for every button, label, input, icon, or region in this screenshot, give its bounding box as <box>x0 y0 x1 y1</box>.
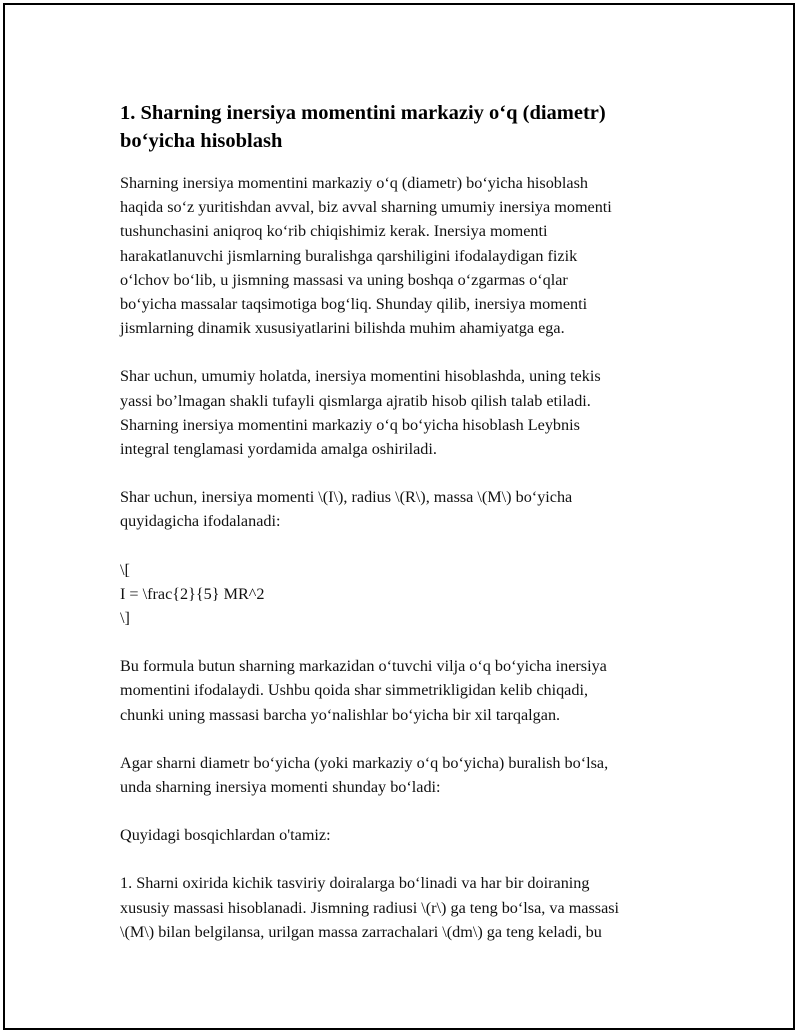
section-heading <box>120 99 690 155</box>
text-line: haqida so‘z yuritishdan avval, biz avval sharning umumiy inersiya momenti <box>120 198 612 217</box>
text-line: \(M\) bilan belgilansa, urilgan massa zarrachalari \(dm\) ga teng keladi, bu <box>120 922 602 941</box>
text-line: tushunchasini aniqroq ko‘rib chiqishimiz kerak. Inersiya momenti <box>120 222 548 241</box>
text-line: chunki uning massasi barcha yo‘nalishlar bo‘yicha bir xil tarqalgan. <box>120 705 561 724</box>
text-line: 1. Sharni oxirida kichik tasviriy doiralarga bo‘linadi va har bir doiraning <box>120 874 590 893</box>
paragraph-method <box>120 364 690 461</box>
text-line: Sharning inersiya momentini markaziy o‘q bo‘yicha hisoblash Leybnis <box>120 415 580 434</box>
text-line: Shar uchun, inersiya momenti \(I\), radius \(R\), massa \(M\) bo‘yicha <box>120 488 573 507</box>
text-line: Shar uchun, umumiy holatda, inersiya momentini hisoblashda, uning tekis <box>120 367 601 386</box>
text-line: yassi bo’lmagan shakli tufayli qismlarga ajratib hisob qilish talab etiladi. <box>120 391 591 410</box>
text-line: bo‘yicha massalar taqsimotiga bog‘liq. Shunday qilib, inersiya momenti <box>120 295 588 314</box>
paragraph-intro <box>120 171 690 340</box>
paragraph-formula-intro <box>120 485 690 533</box>
text-line: quyidagicha ifodalanadi: <box>120 512 281 531</box>
text-line: jismlarning dinamik xususiyatlarini bilishda muhim ahamiyatga ega. <box>120 319 565 338</box>
text-line: Agar sharni diametr bo‘yicha (yoki markaziy o‘q bo‘yicha) buralish bo‘lsa, <box>120 753 609 772</box>
paragraph-steps-intro <box>120 823 690 847</box>
text-line: Bu formula butun sharning markazidan o‘tuvchi vilja o‘q bo‘yicha inersiya <box>120 657 607 676</box>
text-line: o‘lchov bo‘lib, u jismning massasi va uning boshqa o‘zgarmas o‘qlar <box>120 270 568 289</box>
formula-block <box>120 558 690 631</box>
text-line: integral tenglamasi yordamida amalga oshiriladi. <box>120 440 437 459</box>
document-body <box>120 99 690 968</box>
text-line: unda sharning inersiya momenti shunday bo‘ladi: <box>120 778 441 797</box>
paragraph-diameter-case <box>120 751 690 799</box>
document-page <box>3 3 795 1030</box>
heading-line: 1. Sharning inersiya momentini markaziy o‘q (diametr) <box>120 102 606 124</box>
formula-line: \[ <box>120 560 130 579</box>
text-line: momentini ifodalaydi. Ushbu qoida shar simmetrikligidan kelib chiqadi, <box>120 681 589 700</box>
text-line: Sharning inersiya momentini markaziy o‘q (diametr) bo‘yicha hisoblash <box>120 174 588 192</box>
paragraph-step-one <box>120 871 690 944</box>
paragraph-formula-explanation <box>120 654 690 727</box>
text-line: harakatlanuvchi jismlarning buralishga qarshiligini ifodalaydigan fizik <box>120 246 578 265</box>
text-line: xususiy massasi hisoblanadi. Jismning radiusi \(r\) ga teng bo‘lsa, va massasi <box>120 898 620 917</box>
formula-line: I = \frac{2}{5} MR^2 <box>120 584 265 603</box>
heading-line: bo‘yicha hisoblash <box>120 130 283 152</box>
text-line: Quyidagi bosqichlardan o'tamiz: <box>120 826 331 845</box>
formula-line: \] <box>120 609 130 628</box>
